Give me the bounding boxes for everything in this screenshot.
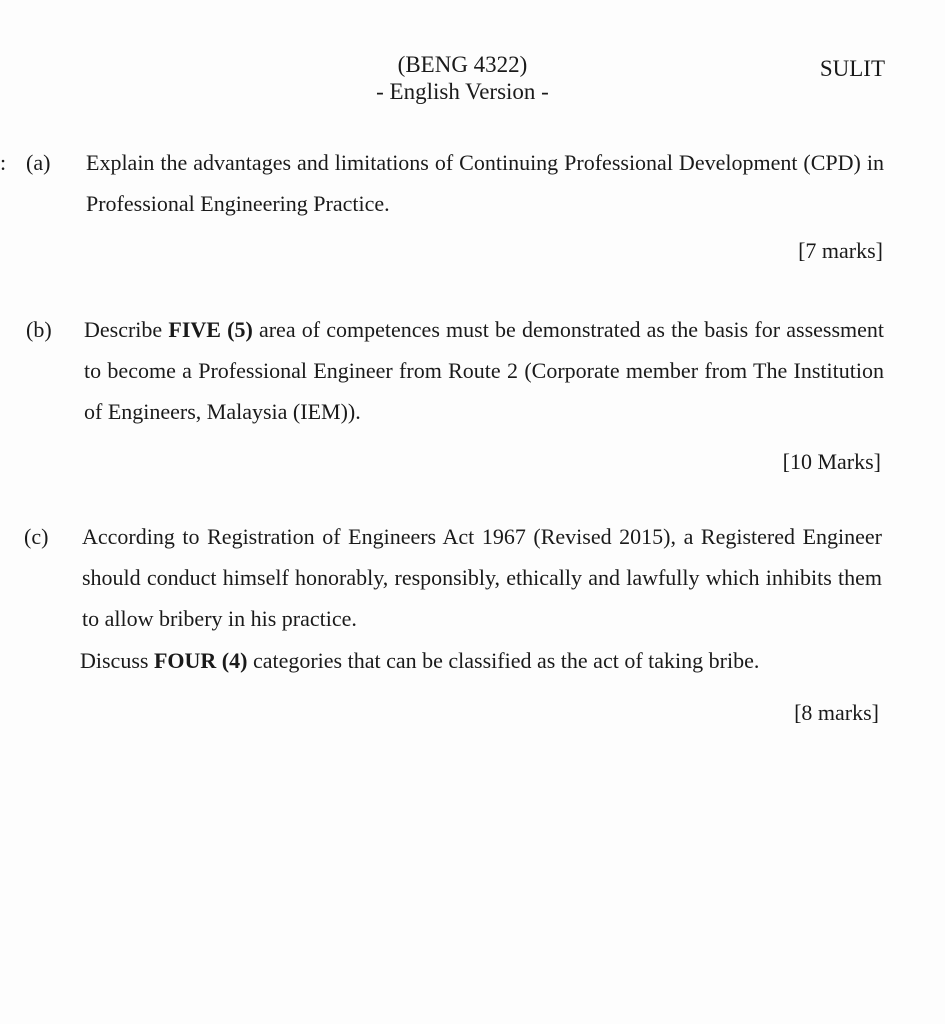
question-text [84, 309, 884, 432]
question-text: Explain the advantages and limitations of Continuing Professional Development (CPD) in Professional Engineering Practice. [86, 150, 884, 216]
question-instruction [80, 640, 880, 681]
question-marks: [7 marks] [798, 238, 883, 263]
question-emphasis: FOUR (4) [153, 648, 248, 673]
question-label: (a) [26, 150, 51, 175]
question-marks: [10 Marks] [782, 449, 881, 474]
question-text-rest: categories that can be classified as the act of taking bribe. [247, 648, 760, 673]
question-text-lead: Discuss [80, 648, 154, 673]
question-label: (b) [26, 317, 52, 342]
question-text: According to Registration of Engineers Act 1967 (Revised 2015), a Registered Engineer should conduct himself honorably, responsibly, ethically and lawfully which inhibits them to allow bribery in his practice. [82, 524, 882, 631]
margin-mark: : [0, 150, 7, 175]
question-marks: [8 marks] [794, 700, 879, 725]
question-text-lead: Describe [84, 317, 169, 342]
question-emphasis: FIVE (5) [168, 317, 253, 342]
language-version: - English Version - [376, 79, 549, 104]
question-label: (c) [24, 524, 49, 549]
classification-label: SULIT [819, 56, 885, 81]
course-code: (BENG 4322) [397, 52, 528, 77]
question-text-rest: area of competences must be demonstrated as the basis for assessment to become a Professional Engineer from Route 2 (Corporate member from The Institution of Engineers, Malaysia (IEM)). [84, 317, 885, 424]
